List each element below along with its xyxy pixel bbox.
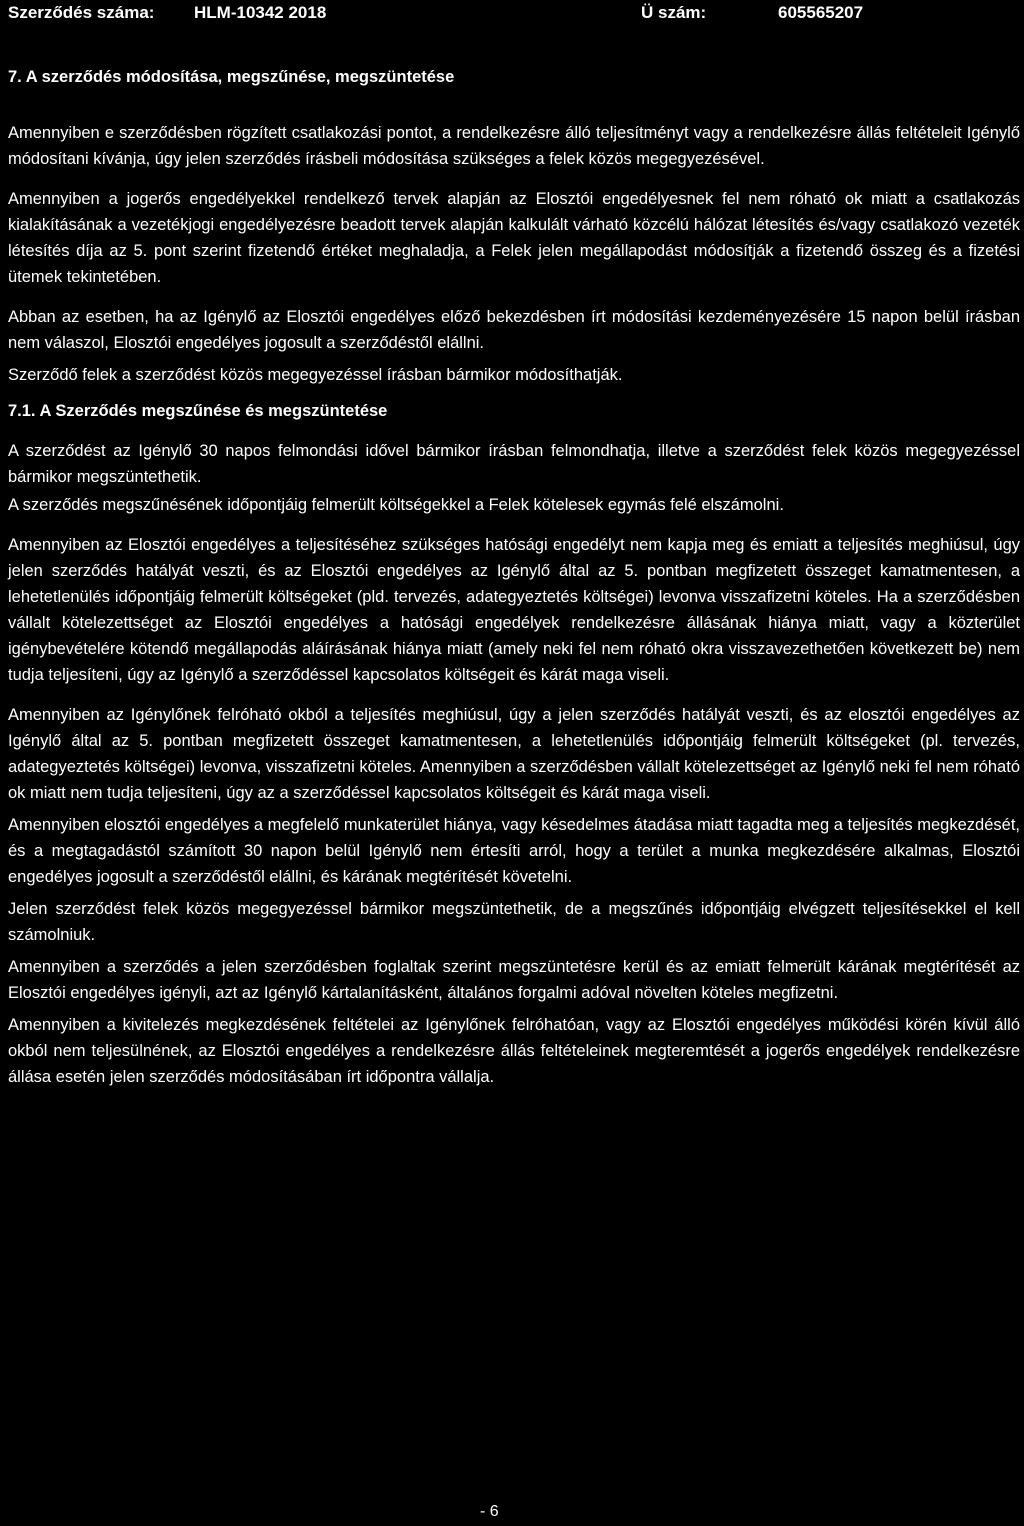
section-7-1-paragraph: Jelen szerződést felek közös megegyezéssel bármikor megszüntethetik, de a megszűnés időpontjáig elvégzett teljesítésekkel el kell számolniuk. [8, 900, 1020, 944]
u-number-label: Ü szám: [641, 3, 707, 22]
u-number-value: 605565207 [778, 3, 864, 22]
section-7-1-paragraph: Amennyiben a kivitelezés megkezdésének feltételei az Igénylőnek felróhatóan, vagy az Elosztói engedélyes működési körén kívül álló okból nem teljesülnének, az Elosztói engedélyes a rendelkezésre állás feltételeinek megteremtését a jogerős engedélyek rendelkezésre állása esetén jelen szerződés módosításában írt időpontra vállalja. [8, 1016, 1020, 1086]
section-7-1-paragraph: A szerződést az Igénylő 30 napos felmondási idővel bármikor írásban felmondhatja, illetve a szerződést felek közös megegyezéssel bármikor megszüntethetik. [8, 442, 1020, 486]
document-header [8, 3, 1008, 29]
section-7-paragraph: Szerződő felek a szerződést közös megegyezéssel írásban bármikor módosíthatják. [8, 366, 623, 384]
section-7-paragraph: Abban az esetben, ha az Igénylő az Elosztói engedélyes előző bekezdésben írt módosítási kezdeményezésére 15 napon belül írásban nem válaszol, Elosztói engedélyes jogosult a szerződéstől elállni. [8, 308, 1020, 352]
section-7-1-paragraph: Amennyiben az Igénylőnek felróható okból a teljesítés meghiúsul, úgy a jelen szerződés hatályát veszti, és az elosztói engedélyes az Igénylő által az 5. pontban megfizetett összeget kamatmentesen, a lehetetlenülés időpontjáig felmerült költségeket (pl. tervezés, adategyeztetés költségei) levonva, visszafizetni köteles. Amennyiben a szerződésben vállalt kötelezettséget az Igénylő neki fel nem róható ok miatt nem tudja teljesíteni, úgy az a szerződéssel kapcsolatos költségeit és kárát maga viseli. [8, 706, 1020, 802]
contract-number-label: Szerződés száma: [8, 3, 155, 22]
section-7-paragraph: Amennyiben a jogerős engedélyekkel rendelkező tervek alapján az Elosztói engedélyesnek fel nem róható ok miatt a csatlakozás kialakításának a vezetékjogi engedélyezésre beadott tervek alapján kalkulált várható közcélú hálózat létesítés és/vagy csatlakozó vezeték létesítés díja az 5. pont szerint fizetendő értéket meghaladja, a Felek jelen megállapodást módosítják a fizetendő összeg és a fizetési ütemek tekintetében. [8, 190, 1020, 286]
contract-number-value: HLM-10342 2018 [194, 3, 327, 22]
page-number: - 6 [480, 1503, 499, 1520]
section-7-1-paragraph: A szerződés megszűnésének időpontjáig felmerült költségekkel a Felek kötelesek egymás felé elszámolni. [8, 496, 784, 514]
section-7-1-paragraph: Amennyiben az Elosztói engedélyes a teljesítéséhez szükséges hatósági engedélyt nem kapja meg és emiatt a teljesítés meghiúsul, úgy jelen szerződés hatályát veszti, és az Elosztói engedélyes az Igénylő által az 5. pontban megfizetett összeget kamatmentesen, a lehetetlenülés időpontjáig felmerült költségeket (pld. tervezés, adategyeztetés költségei) levonva visszafizetni köteles. Ha a szerződésben vállalt kötelezettséget az Elosztói engedélyes a hatósági engedélyek rendelkezésre állásának hiánya miatt, vagy a közterület igénybevételére kötendő megállapodás aláírásának hiánya miatt (amely neki fel nem róható okra visszavezethetően következett be) nem tudja teljesíteni, úgy az Igénylő a szerződéssel kapcsolatos költségeit és kárát maga viseli. [8, 536, 1020, 684]
section-7-1-paragraph: Amennyiben a szerződés a jelen szerződésben foglaltak szerint megszüntetésre kerül és az emiatt felmerült kárának megtérítését az Elosztói engedélyes igényli, azt az Igénylő kártalanításként, általános forgalmi adóval növelten köteles megfizetni. [8, 958, 1020, 1002]
document-body [8, 64, 1020, 1090]
section-7-1-paragraph: Amennyiben elosztói engedélyes a megfelelő munkaterület hiánya, vagy késedelmes átadása miatt tagadta meg a teljesítés megkezdését, és a megtagadástól számított 30 napon belül Igénylő nem értesíti arról, hogy a terület a munka megkezdésére alkalmas, Elosztói engedélyes jogosult a szerződéstől elállni, és kárának megtérítését követelni. [8, 816, 1020, 886]
section-7-paragraph: Amennyiben e szerződésben rögzített csatlakozási pontot, a rendelkezésre álló teljesítményt vagy a rendelkezésre állás feltételeit Igénylő módosítani kívánja, úgy jelen szerződés írásbeli módosítása szükséges a felek közös megegyezésével. [8, 124, 1020, 168]
section-7-1-heading: 7.1. A Szerződés megszűnése és megszüntetése [8, 402, 388, 420]
section-7-heading: 7. A szerződés módosítása, megszűnése, megszüntetése [8, 68, 455, 86]
